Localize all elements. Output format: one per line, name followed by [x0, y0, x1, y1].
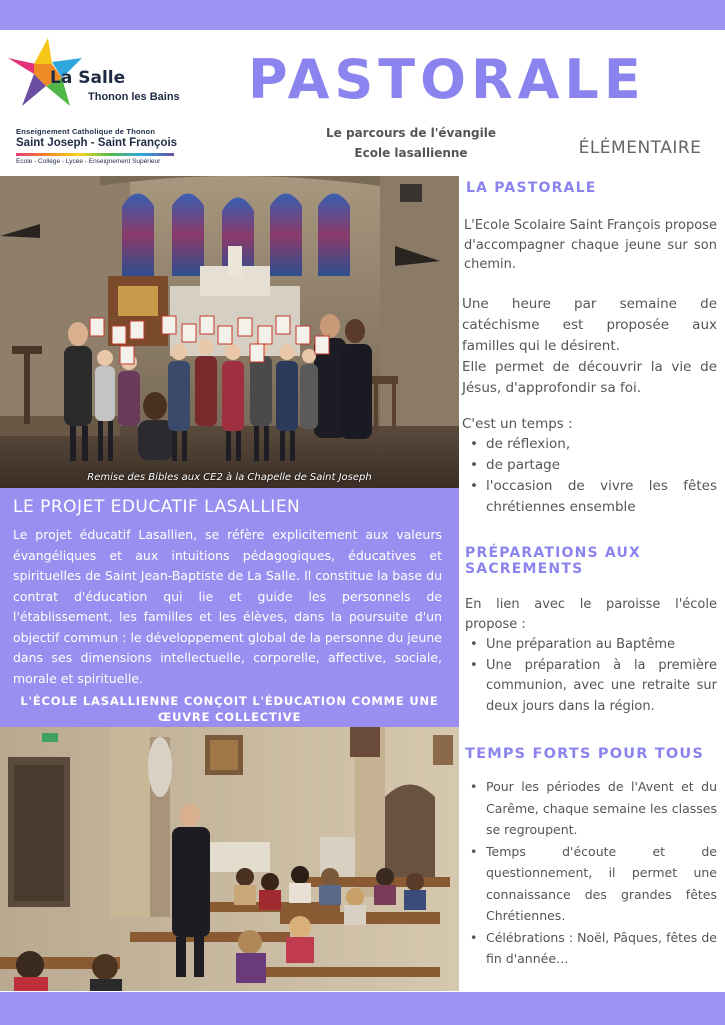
temps-forts-list-item: • Pour les périodes de l'Avent et du Carême, chaque semaine les classes se regroupent. [462, 776, 717, 841]
projet-educatif-box [0, 488, 459, 727]
projet-educatif-tagline: L'ÉCOLE LASALLIENNE CONÇOIT L'ÉDUCATION COMME UNE ŒUVRE COLLECTIVE [20, 694, 439, 724]
pastorale-paragraph-3: Elle permet de découvrir la vie de Jésus, d'approfondir sa foi. [462, 358, 717, 396]
sacrements-list-item: • Une préparation à la première communion, avec une retraite sur deux jours dans la région. [462, 656, 717, 718]
logo-rainbow-stripe [16, 153, 174, 156]
temps-forts-section [462, 746, 717, 970]
subtitle-line-2: Ecole lasallienne [354, 146, 468, 160]
temps-forts-list [462, 776, 717, 970]
pastorale-list-item: • l'occasion de vivre les fêtes chrétiennes ensemble [462, 476, 717, 518]
pastorale-list-item: • de réflexion, [462, 434, 717, 455]
projet-educatif-text: Le projet éducatif Lasallien, se réfère explicitement aux valeurs évangéliques et aux intuitions pédagogiques, éducatives et spirituelles de Saint Jean-Baptiste de La Salle. Il constitue la base du contrat d'éducation qui lie et guide les personnels de l'établissement, les familles et les élèves, dans la poursuite d'un objectif commun : le développement global de la personne du jeune dans ses dimensions intellectuelle, corporelle, affective, sociale, morale et spirituelle. [13, 527, 442, 686]
school-logo [6, 34, 186, 172]
temps-forts-list-item: • Célébrations : Noël, Pâques, fêtes de fin d'année… [462, 927, 717, 970]
logo-network: Enseignement Catholique de Thonon [16, 127, 156, 136]
page-title: PASTORALE [248, 48, 646, 111]
projet-educatif-title: LE PROJET EDUCATIF LASALLIEN [13, 497, 301, 517]
chapel-photo [0, 176, 459, 488]
sacrements-section [462, 545, 717, 717]
subtitle-line-1: Le parcours de l'évangile [326, 126, 496, 140]
sacrements-intro: En lien avec le paroisse l'école propose : [465, 597, 717, 632]
temps-forts-list-item: • Temps d'écoute et de questionnement, il permet une connaissance des grandes fêtes Chrétiennes. [462, 841, 717, 927]
sacrements-list [462, 635, 717, 717]
temps-forts-title: TEMPS FORTS POUR TOUS [465, 746, 705, 762]
pastorale-section [462, 180, 717, 518]
logo-schools: Saint Joseph - Saint François [16, 137, 178, 149]
logo-town: Thonon les Bains [88, 91, 180, 103]
pastorale-paragraph-4: C'est un temps : [462, 415, 573, 432]
top-color-band [0, 0, 725, 30]
pastorale-list-item: • de partage [462, 455, 717, 476]
pastorale-paragraph-1: L'Ecole Scolaire Saint François propose d'accompagner chaque jeune sur son chemin. [464, 218, 717, 272]
sacrements-list-item: • Une préparation au Baptême [462, 635, 717, 656]
pastorale-list [462, 434, 717, 518]
chapel-photo-caption: Remise des Bibles aux CE2 à la Chapelle de Saint Joseph [87, 472, 372, 483]
page-subtitle [300, 123, 522, 163]
star-logo-icon [6, 34, 186, 172]
church-photo [0, 727, 459, 991]
pastorale-title: LA PASTORALE [466, 180, 597, 196]
logo-name: La Salle [50, 68, 126, 88]
bottom-color-band [0, 992, 725, 1025]
school-level: ÉLÉMENTAIRE [578, 138, 702, 158]
pastorale-paragraph-2: Une heure par semaine de catéchisme est proposée aux familles qui le désirent. [462, 295, 717, 354]
logo-levels: Ecole - Collège - Lycée - Enseignement Supérieur [16, 158, 161, 165]
sacrements-title: PRÉPARATIONS AUX SACREMENTS [465, 545, 642, 577]
